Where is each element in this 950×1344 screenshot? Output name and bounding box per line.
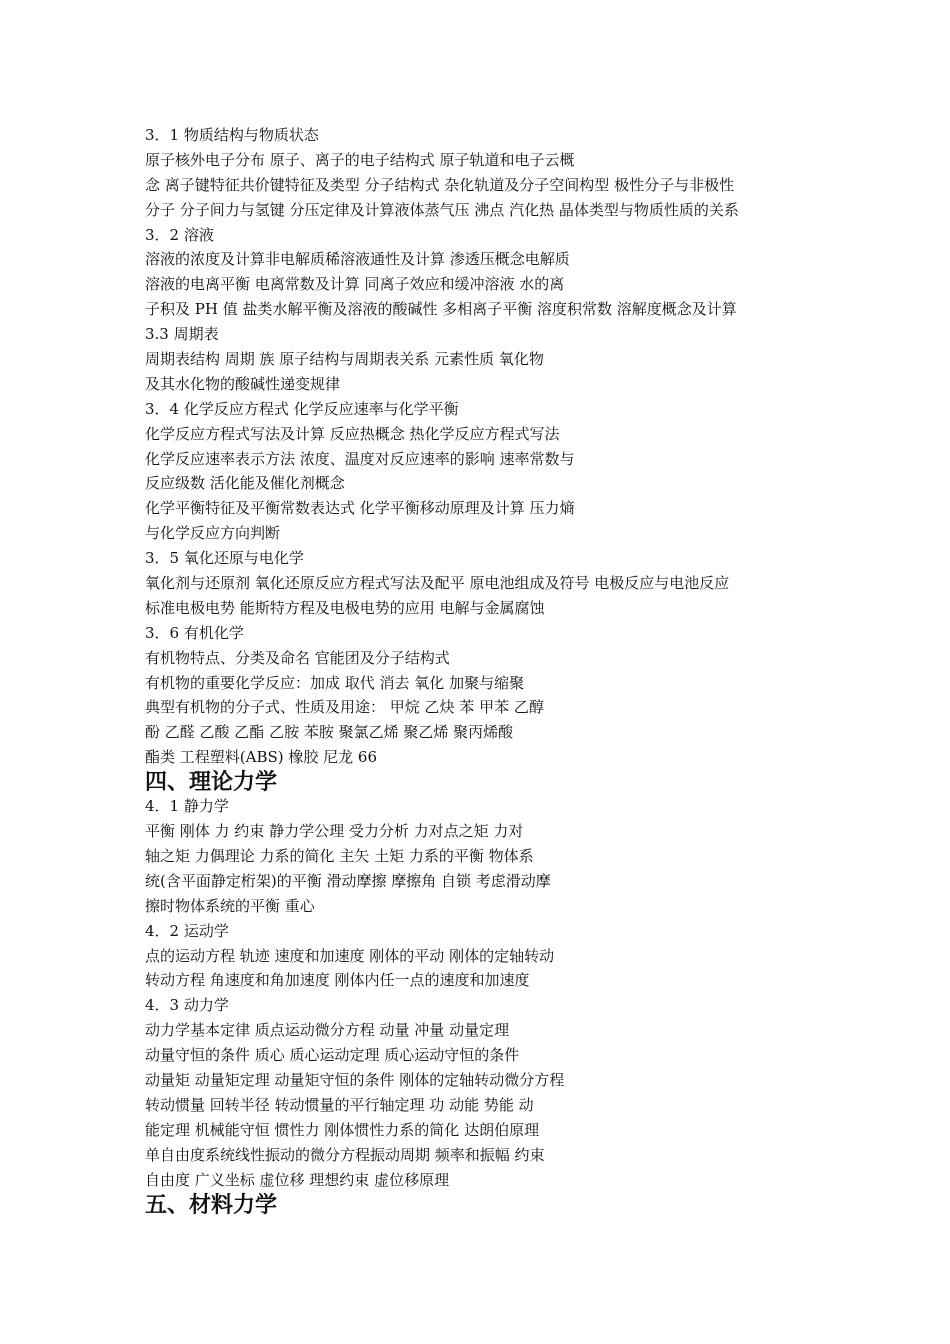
text-line: 典型有机物的分子式、性质及用途： 甲烷 乙炔 苯 甲苯 乙醇 — [145, 698, 544, 717]
section-heading: 五、材料力学 — [145, 1193, 278, 1219]
text-line: 标准电极电势 能斯特方程及电极电势的应用 电解与金属腐蚀 — [145, 598, 545, 617]
text-line: 动量守恒的条件 质心 质心运动定理 质心运动守恒的条件 — [145, 1046, 520, 1065]
text-line: 转动惯量 回转半径 转动惯量的平行轴定理 功 动能 势能 动 — [145, 1095, 534, 1114]
text-line: 化学反应速率表示方法 浓度、温度对反应速率的影响 速率常数与 — [145, 449, 575, 468]
text-line: 3．4 化学反应方程式 化学反应速率与化学平衡 — [145, 399, 459, 418]
text-line: 酚 乙醛 乙酸 乙酯 乙胺 苯胺 聚氯乙烯 聚乙烯 聚丙烯酸 — [145, 723, 514, 742]
text-line: 原子核外电子分布 原子、离子的电子结构式 原子轨道和电子云概 — [145, 150, 575, 169]
text-line: 有机物的重要化学反应：加成 取代 消去 氧化 加聚与缩聚 — [145, 673, 525, 692]
text-line: 子积及 PH 值 盐类水解平衡及溶液的酸碱性 多相离子平衡 溶度积常数 溶解度概念及计算 — [145, 300, 737, 319]
text-line: 及其水化物的酸碱性递变规律 — [145, 374, 341, 393]
text-line: 化学反应方程式写法及计算 反应热概念 热化学反应方程式写法 — [145, 424, 560, 443]
text-line: 分子 分子间力与氢键 分压定律及计算液体蒸气压 沸点 汽化热 晶体类型与物质性质的关系 — [145, 200, 739, 219]
text-line: 反应级数 活化能及催化剂概念 — [145, 474, 345, 493]
text-line: 能定理 机械能守恒 惯性力 刚体惯性力系的简化 达朗伯原理 — [145, 1120, 540, 1139]
text-line: 动力学基本定律 质点运动微分方程 动量 冲量 动量定理 — [145, 1021, 510, 1040]
text-line: 念 离子键特征共价键特征及类型 分子结构式 杂化轨道及分子空间构型 极性分子与非极性 — [145, 175, 735, 194]
text-line: 与化学反应方向判断 — [145, 524, 281, 543]
text-line: 3．5 氧化还原与电化学 — [145, 549, 304, 568]
text-line: 轴之矩 力偶理论 力系的简化 主矢 土矩 力系的平衡 物体系 — [145, 846, 534, 865]
text-line: 转动方程 角速度和角加速度 刚体内任一点的速度和加速度 — [145, 971, 530, 990]
text-line: 溶液的电离平衡 电离常数及计算 同离子效应和缓冲溶液 水的离 — [145, 275, 565, 294]
text-line: 自由度 广义坐标 虚位移 理想约束 虚位移原理 — [145, 1170, 450, 1189]
section-heading: 四、理论力学 — [145, 770, 278, 796]
document-body — [145, 123, 835, 1217]
text-line: 化学平衡特征及平衡常数表达式 化学平衡移动原理及计算 压力熵 — [145, 499, 575, 518]
text-line: 4．1 静力学 — [145, 797, 229, 816]
text-line: 平衡 刚体 力 约束 静力学公理 受力分析 力对点之矩 力对 — [145, 822, 524, 841]
text-line: 酯类 工程塑料(ABS) 橡胶 尼龙 66 — [145, 748, 377, 767]
text-line: 动量矩 动量矩定理 动量矩守恒的条件 刚体的定轴转动微分方程 — [145, 1070, 565, 1089]
text-line: 4．2 运动学 — [145, 921, 229, 940]
text-line: 3．2 溶液 — [145, 225, 214, 244]
text-line: 溶液的浓度及计算非电解质稀溶液通性及计算 渗透压概念电解质 — [145, 250, 570, 269]
text-line: 点的运动方程 轨迹 速度和加速度 刚体的平动 刚体的定轴转动 — [145, 946, 555, 965]
text-line: 3.3 周期表 — [145, 325, 219, 344]
text-line: 单自由度系统线性振动的微分方程振动周期 频率和振幅 约束 — [145, 1145, 545, 1164]
text-line: 氧化剂与还原剂 氧化还原反应方程式写法及配平 原电池组成及符号 电极反应与电池反应 — [145, 574, 730, 593]
text-line: 3．6 有机化学 — [145, 623, 244, 642]
text-line: 擦时物体系统的平衡 重心 — [145, 896, 315, 915]
text-line: 4．3 动力学 — [145, 996, 229, 1015]
text-line: 统(含平面静定桁架)的平衡 滑动摩擦 摩擦角 自锁 考虑滑动摩 — [145, 871, 551, 890]
text-line: 周期表结构 周期 族 原子结构与周期表关系 元素性质 氧化物 — [145, 350, 544, 369]
text-line: 有机物特点、分类及命名 官能团及分子结构式 — [145, 648, 450, 667]
text-line: 3．1 物质结构与物质状态 — [145, 126, 319, 144]
